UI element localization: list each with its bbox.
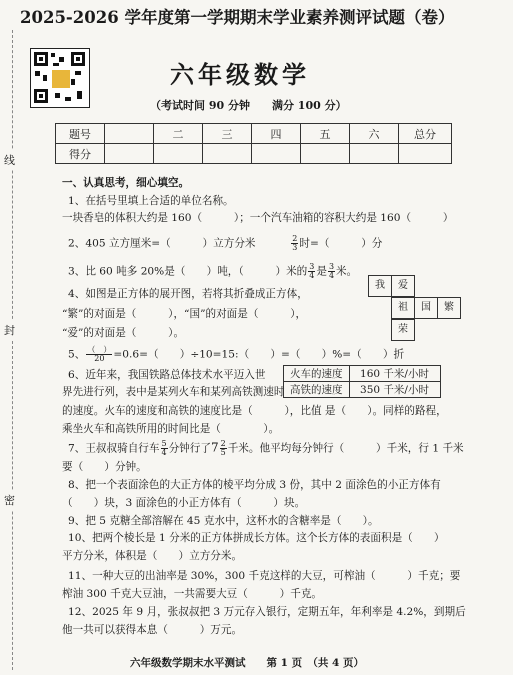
question-7-part-c: 千米。他平均每分钟行（ ）千米，行 1 千米 bbox=[227, 442, 464, 455]
question-12-line-2: 他一共可以获得本息（ ）万元。 bbox=[62, 624, 243, 636]
page-footer: 六年级数学期末水平测试 第 1 页 （共 4 页） bbox=[130, 657, 364, 669]
score-input-cell[interactable] bbox=[399, 144, 452, 164]
question-10-line-1: 10、把两个棱长是 1 分米的正方体拼成长方体。这个长方体的表面积是（ ） bbox=[68, 532, 445, 544]
net-cell-fan: 繁 bbox=[437, 297, 461, 319]
question-5: 5、 $\frac{( )}{20}$ =0.6=（ ）÷10=15:（ ）=（ ）%=（ ）折 bbox=[68, 345, 405, 363]
net-cell-ai: 爱 bbox=[391, 275, 415, 297]
side-label-feng: 封 bbox=[4, 320, 15, 340]
question-3-part-c: 米。 bbox=[336, 265, 358, 278]
question-2-part-b: 时=（ ）分 bbox=[299, 237, 383, 250]
question-12-line-1: 12、2025 年 9 月，张叔叔把 3 万元存入银行，定期五年，年利率是 4.2%，到期后 bbox=[68, 606, 466, 618]
score-header-cell: 五 bbox=[301, 124, 350, 144]
question-6-line-1: 6、近年来，我国铁路总体技术水平迈入世 bbox=[68, 369, 266, 381]
question-6-line-4: 乘坐火车和高铁所用的时间比是（ ）。 bbox=[62, 423, 280, 435]
score-header-cell: 总分 bbox=[399, 124, 452, 144]
score-input-cell[interactable] bbox=[203, 144, 252, 164]
question-7-part-a: 7、王叔叔骑自行车 bbox=[68, 442, 160, 455]
score-header-cell: 二 bbox=[154, 124, 203, 144]
question-1-prompt: 1、在括号里填上合适的单位名称。 bbox=[68, 195, 234, 207]
score-header-cell: 三 bbox=[203, 124, 252, 144]
score-input-cell[interactable] bbox=[350, 144, 399, 164]
question-8-line-1: 8、把一个表面涂色的大正方体的棱平均分成 3 份，其中 2 面涂色的小正方体有 bbox=[68, 479, 441, 491]
question-7-line-2: 要（ ）分钟。 bbox=[62, 461, 147, 473]
net-cell-rong: 荣 bbox=[391, 319, 415, 341]
net-cell-zu: 祖 bbox=[391, 297, 415, 319]
question-6-line-3: 的速度。火车的速度和高铁的速度比是（ ），比值 是（ ）。同样的路程， bbox=[62, 405, 447, 417]
side-label-xian: 线 bbox=[4, 150, 15, 170]
question-9: 9、把 5 克糖全部溶解在 45 克水中，这杯水的含糖率是（ ）。 bbox=[68, 515, 379, 527]
question-6-line-2: 界先进行列，表中是某列火车和某列高铁测速时 bbox=[62, 386, 285, 398]
question-4-line-3: “爱”的对面是（ ）。 bbox=[62, 327, 185, 339]
question-7-part-b: 分钟行了 bbox=[168, 442, 211, 455]
question-11-line-2: 榨油 300 千克大豆油，一共需要大豆（ ）千克。 bbox=[62, 588, 323, 600]
question-7-fraction-2: $\frac{2}{5}$ bbox=[220, 439, 226, 457]
question-2 bbox=[68, 235, 382, 252]
net-cell-guo: 国 bbox=[414, 297, 438, 319]
section-1-title: 一、认真思考，细心填空。 bbox=[62, 177, 190, 189]
subject-title: 六年级数学 bbox=[170, 60, 310, 89]
speed-row-train bbox=[284, 366, 441, 382]
score-header-cell: 四 bbox=[252, 124, 301, 144]
exam-info: （考试时间 90 分钟 满分 100 分） bbox=[150, 99, 347, 112]
score-table-score-row bbox=[56, 144, 452, 164]
question-3 bbox=[68, 263, 357, 280]
question-2-fraction: $\frac{2}{3}$ bbox=[292, 234, 298, 252]
question-3-part-a: 3、比 60 吨多 20%是（ ）吨，（ ）米的 bbox=[68, 265, 308, 278]
question-11-line-1: 11、一种大豆的出油率是 30%，300 千克这样的大豆，可榨油（ ）千克；要 bbox=[68, 570, 461, 582]
side-label-mi: 密 bbox=[4, 490, 15, 510]
question-7-fraction-1: $\frac{5}{4}$ bbox=[161, 439, 167, 457]
question-4-prompt: 4、如图是正方体的展开图，若将其折叠成正方体， bbox=[68, 288, 308, 300]
question-3-fraction-2: $\frac{3}{4}$ bbox=[328, 262, 335, 280]
question-3-fraction-1: $\frac{3}{4}$ bbox=[309, 262, 315, 280]
score-header-cell bbox=[105, 124, 154, 144]
net-cell-wo: 我 bbox=[368, 275, 392, 297]
score-row-label: 得分 bbox=[56, 144, 105, 164]
exam-title: 2025-2026 学年度第一学期期末学业素养测评试题（卷） bbox=[20, 8, 455, 27]
question-2-part-a: 2、405 立方厘米=（ ）立方分米 bbox=[68, 237, 256, 250]
question-7-whole: 7 bbox=[210, 440, 219, 455]
score-input-cell[interactable] bbox=[154, 144, 203, 164]
score-input-cell[interactable] bbox=[105, 144, 154, 164]
speed-table bbox=[283, 365, 441, 398]
question-8-line-2: （ ）块，3 面涂色的小正方体有（ ）块。 bbox=[62, 497, 306, 509]
speed-label-rail: 高铁的速度 bbox=[284, 382, 350, 398]
score-header-cell: 题号 bbox=[56, 124, 105, 144]
speed-value-train: 160 千米/小时 bbox=[349, 366, 440, 382]
binding-line bbox=[12, 30, 13, 670]
question-5-text: =0.6=（ ）÷10=15:（ ）=（ ）%=（ ）折 bbox=[113, 348, 405, 361]
score-input-cell[interactable] bbox=[301, 144, 350, 164]
score-table bbox=[55, 123, 452, 164]
question-4-line-2: “繁”的对面是（ ），“国”的对面是（ ）， bbox=[62, 308, 307, 320]
speed-label-train: 火车的速度 bbox=[284, 366, 350, 382]
qr-code-icon bbox=[30, 48, 90, 108]
speed-value-rail: 350 千米/小时 bbox=[349, 382, 440, 398]
question-1-body: 一块香皂的体积大约是 160（ ）；一个汽车油箱的容积大约是 160（ ） bbox=[62, 212, 454, 224]
speed-row-rail bbox=[284, 382, 441, 398]
question-5-fraction: $\frac{( )}{20}$ bbox=[87, 345, 112, 363]
score-table-header-row bbox=[56, 124, 452, 144]
score-input-cell[interactable] bbox=[252, 144, 301, 164]
question-10-line-2: 平方分米，体积是（ ）立方分米。 bbox=[62, 550, 243, 562]
question-3-part-b: 是 bbox=[316, 265, 327, 278]
score-header-cell: 六 bbox=[350, 124, 399, 144]
question-7 bbox=[68, 440, 464, 457]
